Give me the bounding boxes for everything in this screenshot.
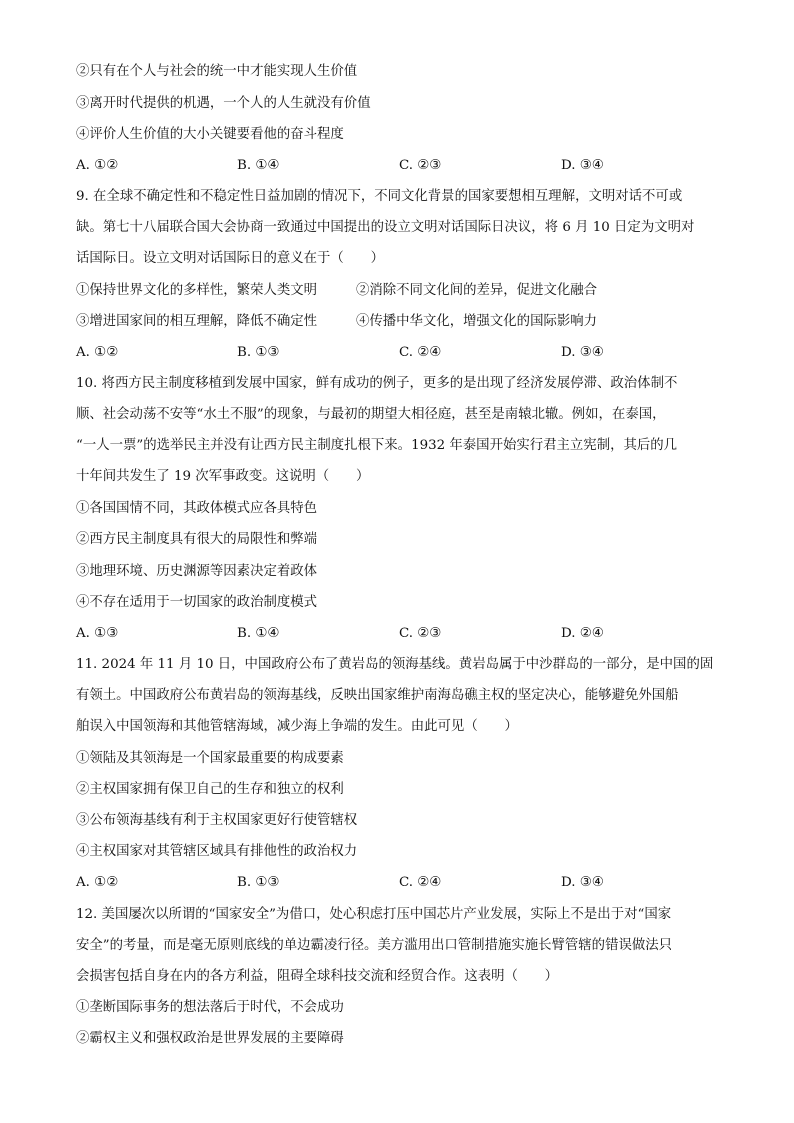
q12-item-1: ①垄断国际事务的想法落后于时代，不会成功 (76, 1000, 344, 1015)
q12-stem-line-3: 会损害包括自身在内的各方利益，阻碍全球科技交流和经贸合作。这表明（ ） (76, 969, 559, 984)
q12-stem-line-1: 12. 美国屡次以所谓的“国家安全”为借口，处心积虑打压中国芯片产业发展，实际上不是出于对“国家 (76, 907, 672, 922)
q8-option-c: C. ②③ (399, 158, 442, 173)
q9-item-2: ②消除不同文化间的差异，促进文化融合 (356, 283, 598, 298)
q10-stem-line-3: “一人一票”的选举民主并没有让西方民主制度扎根下来。1932 年泰国开始实行君主立宪制，其后的几 (76, 438, 678, 453)
q9-stem-line-2: 缺。第七十八届联合国大会协商一致通过中国提出的设立文明对话国际日决议，将 6 月 10 日定为文明对 (76, 220, 695, 235)
q11-option-d: D. ③④ (561, 875, 604, 890)
q11-option-c: C. ②④ (399, 875, 442, 890)
q9-option-c: C. ②④ (399, 345, 442, 360)
q9-item-4: ④传播中华文化，增强文化的国际影响力 (356, 314, 598, 329)
q11-item-4: ④主权国家对其管辖区域具有排他性的政治权力 (76, 844, 358, 859)
q10-option-d: D. ②④ (561, 626, 604, 641)
q11-item-2: ②主权国家拥有保卫自己的生存和独立的权利 (76, 782, 344, 797)
q9-item-3: ③增进国家间的相互理解，降低不确定性 (76, 314, 318, 329)
q11-stem-line-2: 有领土。中国政府公布黄岩岛的领海基线，反映出国家维护南海岛礁主权的坚定决心，能够避免外国船 (76, 688, 679, 703)
q9-option-d: D. ③④ (561, 345, 604, 360)
q10-item-4: ④不存在适用于一切国家的政治制度模式 (76, 595, 318, 610)
q8-item-2: ②只有在个人与社会的统一中才能实现人生价值 (76, 64, 358, 79)
q8-item-3: ③离开时代提供的机遇，一个人的人生就没有价值 (76, 96, 371, 111)
q9-stem-line-3: 话国际日。设立文明对话国际日的意义在于（ ） (76, 251, 384, 266)
q8-option-d: D. ③④ (561, 158, 604, 173)
q10-option-a: A. ①③ (76, 626, 119, 641)
q9-stem-line-1: 9. 在全球不确定性和不稳定性日益加剧的情况下，不同文化背景的国家要想相互理解，文明对话不可或 (76, 189, 683, 204)
q9-item-1: ①保持世界文化的多样性，繁荣人类文明 (76, 283, 318, 298)
q11-item-3: ③公布领海基线有利于主权国家更好行使管辖权 (76, 813, 358, 828)
q11-option-a: A. ①② (76, 875, 119, 890)
q8-option-a: A. ①② (76, 158, 119, 173)
q10-item-1: ①各国国情不同，其政体模式应各具特色 (76, 501, 318, 516)
q10-option-c: C. ②③ (399, 626, 442, 641)
q8-option-b: B. ①④ (237, 158, 280, 173)
q10-stem-line-1: 10. 将西方民主制度移植到发展中国家，鲜有成功的例子，更多的是出现了经济发展停滞、政治体制不 (76, 376, 678, 391)
q10-stem-line-2: 顺、社会动荡不安等“水土不服”的现象，与最初的期望大相径庭，甚至是南辕北辙。例如，在泰国， (76, 407, 666, 422)
q12-item-2: ②霸权主义和强权政治是世界发展的主要障碍 (76, 1031, 344, 1046)
q11-stem-line-1: 11. 2024 年 11 月 10 日，中国政府公布了黄岩岛的领海基线。黄岩岛属于中沙群岛的一部分，是中国的固 (76, 657, 714, 672)
q11-option-b: B. ①③ (237, 875, 280, 890)
q8-item-4: ④评价人生价值的大小关键要看他的奋斗程度 (76, 127, 344, 142)
q10-stem-line-4: 十年间共发生了 19 次军事政变。这说明（ ） (76, 469, 370, 484)
q10-option-b: B. ①④ (237, 626, 280, 641)
q9-option-a: A. ①② (76, 345, 119, 360)
q10-item-2: ②西方民主制度具有很大的局限性和弊端 (76, 532, 318, 547)
q12-stem-line-2: 安全”的考量，而是毫无原则底线的单边霸凌行径。美方滥用出口管制措施实施长臂管辖的错误做法只 (76, 938, 673, 953)
q11-item-1: ①领陆及其领海是一个国家最重要的构成要素 (76, 751, 344, 766)
q11-stem-line-3: 舶误入中国领海和其他管辖海域，减少海上争端的发生。由此可见（ ） (76, 719, 518, 734)
q10-item-3: ③地理环境、历史渊源等因素决定着政体 (76, 564, 318, 579)
q9-option-b: B. ①③ (237, 345, 280, 360)
